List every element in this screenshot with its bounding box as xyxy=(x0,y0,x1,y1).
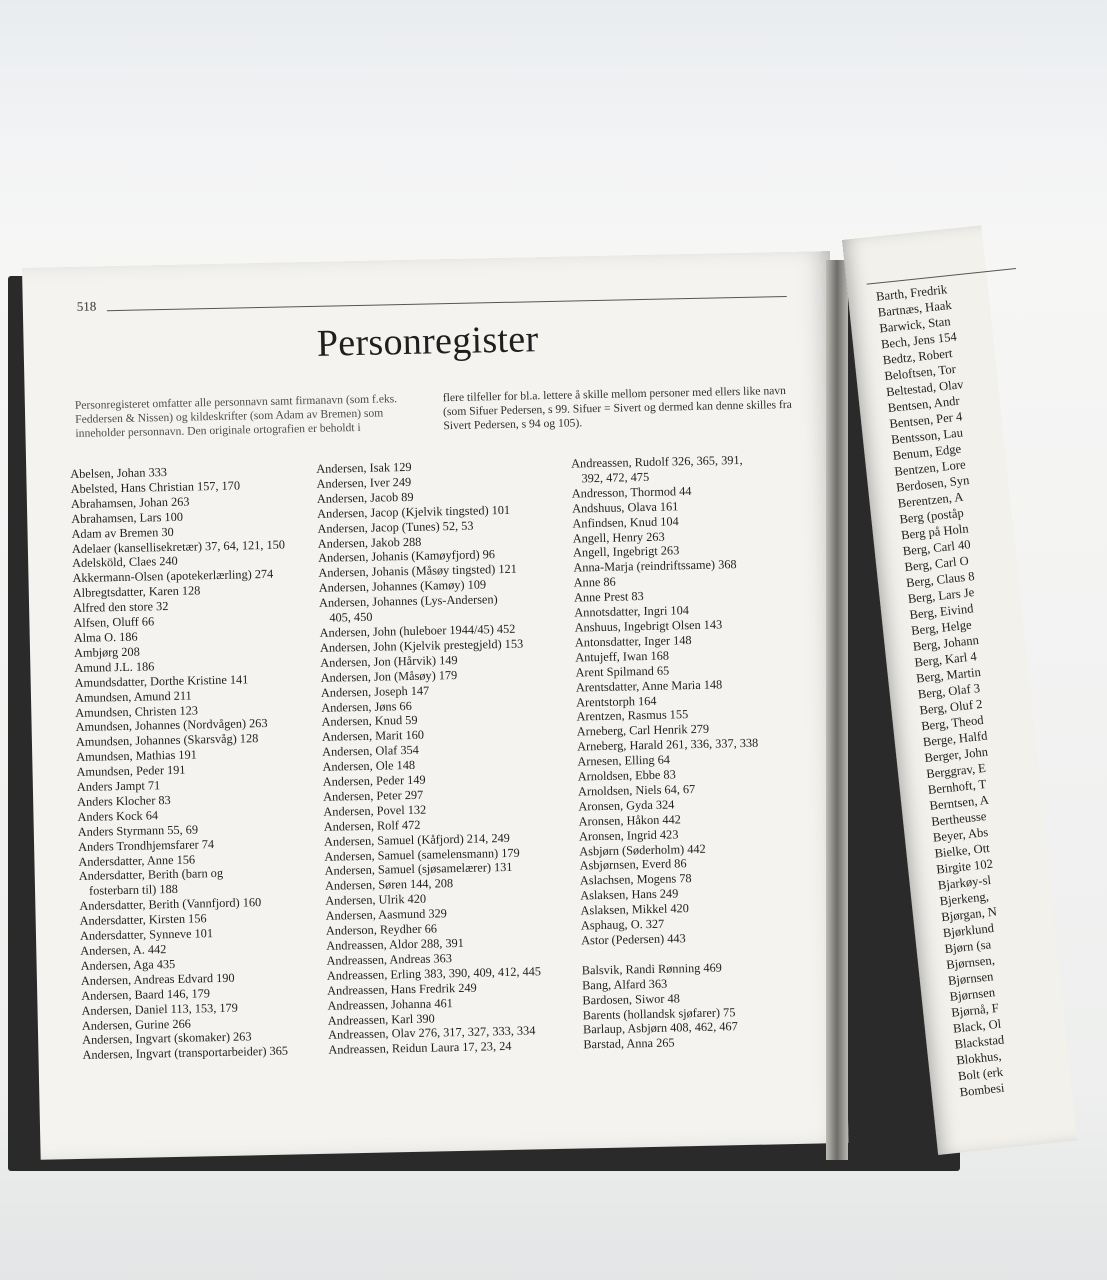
right-index-entry: Bielke, Ott xyxy=(933,840,991,861)
right-index-entry: Bjerkeng, xyxy=(938,889,990,909)
index-entry: Andreassen, Rudolf 326, 365, 391, xyxy=(571,452,743,471)
right-index-entry: Bertheusse xyxy=(930,809,988,829)
right-index-entry: Beloftsen, Tor xyxy=(883,361,957,384)
index-entry: Abrahamsen, Johan 263 xyxy=(70,494,190,511)
index-entry: Andreassen, Hans Fredrik 249 xyxy=(327,980,477,998)
index-entry: Andersen, Ulrik 420 xyxy=(325,891,427,909)
index-column-2 xyxy=(316,457,583,1058)
right-index-entry: Benum, Edge xyxy=(892,441,962,463)
index-entry: Asbjørnsen, Everd 86 xyxy=(579,856,687,873)
index-entry: Amundsen, Mathias 191 xyxy=(76,747,197,765)
index-entry: Amundsen, Christen 123 xyxy=(75,702,199,720)
index-entry: Barents (hollandsk sjøfarer) 75 xyxy=(582,1004,736,1022)
index-entry: Anders Styrmann 55, 69 xyxy=(77,822,199,839)
right-index-entry: Bjarkøy-sl xyxy=(937,872,992,893)
index-entry: Arnoldsen, Niels 64, 67 xyxy=(577,781,696,799)
index-entry: Andersen, Peter 297 xyxy=(322,787,424,804)
right-index-entry: Berdosen, Syn xyxy=(895,473,970,495)
right-index-entry: Berg på Holn xyxy=(900,521,970,543)
index-entry: Andersen, Samuel (sjøsamelærer) 131 xyxy=(324,860,513,879)
right-index-entry: Bech, Jens 154 xyxy=(880,329,958,352)
right-index-entry: Berntsen, A xyxy=(928,792,990,813)
index-entry: Andersen, John (huleboer 1944/45) 452 xyxy=(319,621,516,640)
right-index-entry: Bedtz, Robert xyxy=(882,346,954,368)
index-entry: Anders Jampt 71 xyxy=(76,778,161,794)
index-entry: Aslaksen, Mikkel 420 xyxy=(580,901,689,918)
right-index-entry: Berg, Carl 40 xyxy=(902,537,972,559)
index-entry: Andersen, Baard 146, 179 xyxy=(81,985,211,1003)
right-index-entry: Berggrav, E xyxy=(925,760,987,782)
right-index-entry: Berge, Halfd xyxy=(922,728,989,750)
index-entry: Anne 86 xyxy=(573,574,616,590)
index-entry: Andersen, A. 442 xyxy=(80,942,167,958)
index-entry: Abrahamsen, Lars 100 xyxy=(71,509,184,526)
index-entry: Andersen, Samuel (samelensmann) 179 xyxy=(324,845,520,864)
right-index-entry: Bjørnsen, xyxy=(945,953,996,973)
index-entry: fosterbarn til) 188 xyxy=(88,882,178,899)
index-entry: Ambjørg 208 xyxy=(73,644,140,660)
book-gutter xyxy=(826,260,848,1160)
right-index-entry: Berg, Lars Je xyxy=(907,585,975,607)
index-entry: Andersen, Jøns 66 xyxy=(321,698,412,715)
index-entry: Anshuus, Ingebrigt Olsen 143 xyxy=(574,617,723,635)
index-entry: Arentstorph 164 xyxy=(576,693,657,709)
index-entry: Anderson, Reydher 66 xyxy=(325,921,438,938)
index-entry: Astor (Pedersen) 443 xyxy=(581,931,686,948)
index-entry: Anders Klocher 83 xyxy=(77,792,171,809)
right-index-entry: Bjørgan, N xyxy=(940,904,998,925)
index-entry: Bang, Alfard 363 xyxy=(581,976,668,993)
index-column-1 xyxy=(70,462,332,1063)
index-entry: Adelsköld, Claes 240 xyxy=(72,554,178,571)
index-entry: Akkermann-Olsen (apotekerlærling) 274 xyxy=(72,567,274,586)
index-entry: Andersen, Aasmund 329 xyxy=(325,906,448,923)
header-rule xyxy=(107,296,787,311)
right-index-entry: Berg, Martin xyxy=(915,664,982,686)
index-entry: Andreassen, Erling 383, 390, 409, 412, 445 xyxy=(326,964,542,983)
index-entry: Andersen, Marit 160 xyxy=(321,727,425,745)
index-entry: Andersen, Jacop (Tunes) 52, 53 xyxy=(317,518,474,536)
right-index-entry: Berg, Johann xyxy=(912,632,980,654)
right-index-entry: Barth, Fredrik xyxy=(875,282,948,304)
index-entry: Anders Kock 64 xyxy=(77,808,159,824)
left-page xyxy=(22,251,849,1160)
index-entry: Andersen, Olaf 354 xyxy=(322,743,419,760)
index-entry: Andersdatter, Synneve 101 xyxy=(79,926,214,944)
index-entry: Andreassen, Johanna 461 xyxy=(327,995,453,1013)
index-entry: Arent Spilmand 65 xyxy=(575,663,670,680)
index-entry: Amundsdatter, Dorthe Kristine 141 xyxy=(74,672,249,690)
index-entry: Andersen, Rolf 472 xyxy=(323,817,421,834)
right-index-entry: Bernhoft, T xyxy=(927,776,987,797)
right-index-entry: Berg, Claus 8 xyxy=(905,569,976,591)
index-entry: Aronsen, Håkon 442 xyxy=(578,812,681,829)
index-entry: Amundsen, Johannes (Nordvågen) 263 xyxy=(75,716,268,735)
index-entry: Andersen, Johannes (Lys-Andersen) xyxy=(318,592,498,611)
index-entry: Abelsted, Hans Christian 157, 170 xyxy=(70,478,241,496)
index-entry: Arneberg, Carl Henrik 279 xyxy=(576,722,710,739)
index-entry: Andersen, Jon (Måsøy) 179 xyxy=(320,667,458,685)
index-entry: Andresson, Thormod 44 xyxy=(571,483,692,501)
index-entry: Abelsen, Johan 333 xyxy=(70,465,168,482)
right-index-entry: Bjørnsen xyxy=(948,985,996,1004)
index-entry: Andersen, Povel 132 xyxy=(323,802,427,819)
index-entry: Arentzen, Rasmus 155 xyxy=(576,707,689,724)
intro-text-right: flere tilfeller for bl.a. lettere å skille mellom personer med ellers like navn (som Sifuer Pedersen, s 99. Sifuer = Sivert og dermed kan denne skilles fra Sivert Pedersen, s 94 og 105). xyxy=(442,384,792,433)
index-entry: Andersen, Jon (Hårvik) 149 xyxy=(320,652,458,670)
right-index-entry: Bjørnsen xyxy=(947,969,995,988)
index-entry: Aronsen, Gyda 324 xyxy=(578,797,675,814)
page-title: Personregister xyxy=(316,318,539,365)
right-index-entry: Bombesi xyxy=(959,1080,1006,1100)
index-entry: Andersen, John (Kjelvik prestegjeld) 153 xyxy=(319,636,524,655)
index-entry: Annotsdatter, Ingri 104 xyxy=(574,603,690,620)
index-entry: Andersen, Isak 129 xyxy=(316,459,412,476)
index-entry: 405, 450 xyxy=(329,609,373,625)
right-index-entry: Blokhus, xyxy=(955,1048,1003,1068)
index-entry: Andreassen, Olav 276, 317, 327, 333, 334 xyxy=(327,1023,536,1043)
index-entry: Balsvik, Randi Rønning 469 xyxy=(581,960,723,978)
index-entry: Aslaksen, Hans 249 xyxy=(580,886,679,903)
index-entry: Alma O. 186 xyxy=(73,629,138,645)
index-entry: Arnoldsen, Ebbe 83 xyxy=(577,767,676,784)
index-entry: Aronsen, Ingrid 423 xyxy=(578,827,679,844)
index-entry: Andersen, Samuel (Kåfjord) 214, 249 xyxy=(323,830,510,849)
index-entry: Barstad, Anna 265 xyxy=(583,1035,675,1052)
index-entry: Arneberg, Harald 261, 336, 337, 338 xyxy=(577,735,759,754)
right-index-entry: Berg, Helge xyxy=(910,617,973,638)
index-entry: Andersdatter, Kirsten 156 xyxy=(79,911,207,929)
index-entry: Andreassen, Karl 390 xyxy=(327,1011,435,1028)
index-entry: Andersen, Iver 249 xyxy=(316,474,412,491)
index-entry: Andersen, Johannes (Kamøy) 109 xyxy=(318,577,487,596)
index-entry: Andersen, Johanis (Måsøy tingsted) 121 xyxy=(318,562,517,581)
index-entry: Bardosen, Siwor 48 xyxy=(582,990,680,1008)
index-entry: Barlaup, Asbjørn 408, 462, 467 xyxy=(582,1019,738,1037)
right-index-entry: Berentzen, A xyxy=(897,489,964,511)
right-index-entry: Bentsson, Lau xyxy=(890,425,964,447)
index-entry: Arnesen, Elling 64 xyxy=(577,752,671,769)
right-index-entry: Black, Ol xyxy=(952,1016,1002,1036)
index-entry: Andersen, Ole 148 xyxy=(322,758,416,774)
index-entry: Andreassen, Andreas 363 xyxy=(326,951,453,968)
index-entry: Andersen, Johanis (Kamøyfjord) 96 xyxy=(317,547,496,566)
index-entry: Antujeff, Iwan 168 xyxy=(575,648,670,665)
right-index-entry: Bentsen, Per 4 xyxy=(888,409,963,432)
right-index-entry: Bolt (erk xyxy=(957,1064,1004,1084)
right-index-entry: Bjørnå, F xyxy=(950,1000,1000,1020)
index-entry: 392, 472, 475 xyxy=(581,469,650,486)
index-entry: Albregtsdatter, Karen 128 xyxy=(72,583,201,601)
index-entry: Asphaug, O. 327 xyxy=(580,916,665,933)
right-index-entry: Beltestad, Olav xyxy=(885,377,965,400)
index-entry: Aslachsen, Mogens 78 xyxy=(579,871,692,888)
index-entry: Andersen, Gurine 266 xyxy=(81,1016,191,1033)
index-entry: Angell, Henry 263 xyxy=(572,529,665,546)
right-index-entry: Birgite 102 xyxy=(935,856,994,877)
right-index-entry: Bentsen, Andr xyxy=(887,393,961,416)
index-entry: Andersen, Jacop (Kjelvik tingsted) 101 xyxy=(317,502,511,521)
right-index-entry: Bentzen, Lore xyxy=(893,457,967,479)
index-entry: Andreassen, Aldor 288, 391 xyxy=(326,935,465,953)
right-index-entry: Berg, Karl 4 xyxy=(913,649,978,670)
index-entry: Amundsen, Peder 191 xyxy=(76,762,186,780)
index-entry: Andersen, Andreas Edvard 190 xyxy=(80,970,235,988)
right-index-entry: Bartnæs, Haak xyxy=(877,297,953,320)
index-entry: Adam av Bremen 30 xyxy=(71,524,174,541)
index-entry: Andreassen, Reidun Laura 17, 23, 24 xyxy=(328,1039,512,1058)
index-entry: Antonsdatter, Inger 148 xyxy=(574,632,692,650)
index-entry: Alfred den store 32 xyxy=(72,599,169,616)
right-index-entry: Berg, Theod xyxy=(920,712,985,734)
index-entry: Andersen, Aga 435 xyxy=(80,956,176,973)
index-entry: Andersdatter, Berith (barn og xyxy=(78,866,224,884)
index-entry: Andersen, Daniel 113, 153, 179 xyxy=(81,1000,238,1018)
intro-text-left: Personregisteret omfatter alle personnavn samt firmanavn (som f.eks. Feddersen & Nissen) og kildeskrifter (som Adam av Bremen) som inneholder personnavn. Den originale ortografien er beholdt i xyxy=(74,392,398,440)
index-entry: Andersen, Ingvart (skomaker) 263 xyxy=(82,1029,252,1048)
right-index-entry: Blackstad xyxy=(953,1032,1005,1052)
index-entry: Anfindsen, Knud 104 xyxy=(572,513,679,531)
right-index-entry: Barwick, Stan xyxy=(878,314,952,336)
index-entry: Andersen, Søren 144, 208 xyxy=(324,876,454,894)
index-entry: Alfsen, Oluff 66 xyxy=(73,614,155,631)
index-entry: Anne Prest 83 xyxy=(573,589,644,605)
index-entry: Andersdatter, Anne 156 xyxy=(78,852,196,869)
page-number: 518 xyxy=(76,298,97,314)
right-index-entry: Berg, Carl O xyxy=(903,553,970,575)
index-entry: Amundsen, Amund 211 xyxy=(74,688,192,705)
index-entry: Amundsen, Johannes (Skarsvåg) 128 xyxy=(75,731,259,750)
index-entry: Angell, Ingebrigt 263 xyxy=(572,543,680,560)
right-index-entry: Berg (poståp xyxy=(898,505,965,527)
index-entry: Arentsdatter, Anne Maria 148 xyxy=(575,677,723,695)
index-entry: Andshuus, Olava 161 xyxy=(572,499,679,516)
index-entry: Andersen, Jakob 288 xyxy=(317,534,422,551)
right-index-entry: Berg, Eivind xyxy=(908,601,975,622)
index-entry: Asbjørn (Søderholm) 442 xyxy=(579,841,706,859)
index-entry: Andersen, Jacob 89 xyxy=(316,489,414,506)
right-index-entry: Beyer, Abs xyxy=(932,825,989,845)
right-index-entry: Berger, John xyxy=(923,744,989,766)
index-entry: Anders Trondhjemsfarer 74 xyxy=(77,836,215,854)
index-entry: Amund J.L. 186 xyxy=(74,659,155,675)
right-index-entry: Berg, Oluf 2 xyxy=(918,696,984,718)
right-index-entry: Bjørklund xyxy=(942,920,995,941)
right-index-entry: Berg, Olaf 3 xyxy=(917,681,981,702)
index-entry: Andersen, Ingvart (transportarbeider) 365 xyxy=(82,1043,289,1063)
index-entry: Anna-Marja (reindriftssame) 368 xyxy=(573,557,737,575)
index-entry: Andersdatter, Berith (Vannfjord) 160 xyxy=(79,895,262,914)
index-entry: Andersen, Joseph 147 xyxy=(320,683,430,700)
index-entry: Adelaer (kansellisekretær) 37, 64, 121, 150 xyxy=(71,537,286,556)
index-entry: Andersen, Knud 59 xyxy=(321,713,418,730)
index-entry: Andersen, Peder 149 xyxy=(322,772,426,789)
index-column-3 xyxy=(571,451,833,1052)
right-index-entry: Bjørn (sa xyxy=(943,937,992,957)
